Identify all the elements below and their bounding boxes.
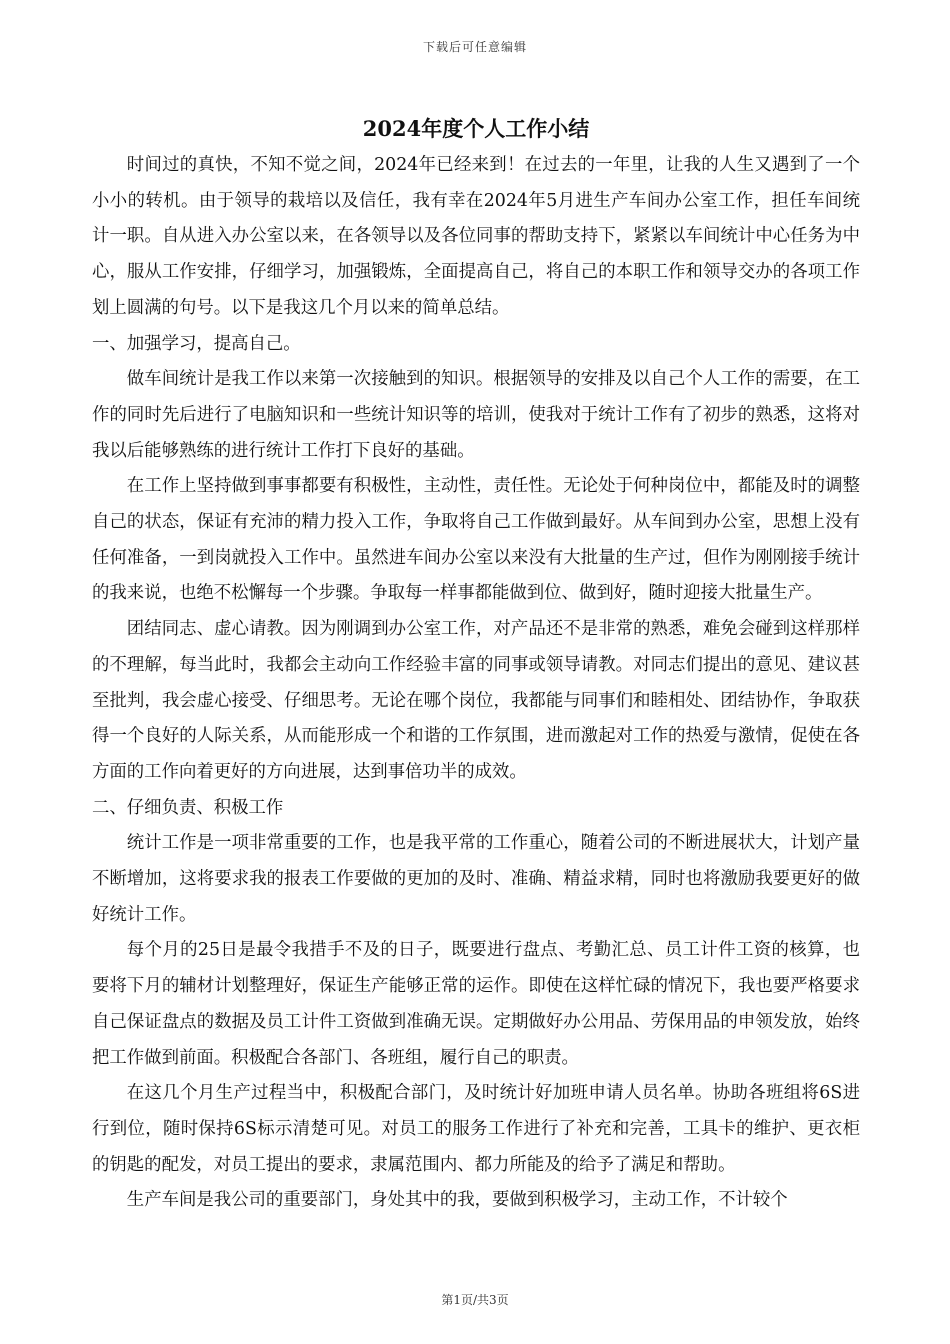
page-number: 第1页/共3页	[441, 1293, 509, 1307]
paragraph-initiative: 在工作上坚持做到事事都要有积极性，主动性，责任性。无论处于何种岗位中，都能及时的调整自己的状态，保证有充沛的精力投入工作，争取将自己工作做到最好。从车间到办公室，思想上没有任何准备，一到岗就投入工作中。虽然进车间办公室以来没有大批量的生产过，但作为刚刚接手统计的我来说，也绝不松懈每一个步骤。争取每一样事都能做到位、做到好，随时迎接大批量生产。	[92, 476, 860, 604]
paragraph-workshop: 生产车间是我公司的重要部门，身处其中的我，要做到积极学习，主动工作，不计较个	[126, 1190, 788, 1211]
section-heading-1: 一、加强学习，提高自己。	[92, 333, 301, 354]
paragraph-monthly: 每个月的25日是最令我措手不及的日子，既要进行盘点、考勤汇总、员工计件工资的核算，也要将下月的辅材计划整理好，保证生产能够正常的运作。即使在这样忙碌的情况下，我也要严格要求自己保证盘点的数据及员工计件工资做到准确无误。定期做好办公用品、劳保用品的申领发放，始终把工作做到前面。积极配合各部门、各班组，履行自己的职责。	[92, 940, 860, 1068]
page-header-note: 下载后可任意编辑	[422, 40, 527, 54]
paragraph-production: 在这几个月生产过程当中，积极配合部门，及时统计好加班申请人员名单。协助各班组将6S进行到位，随时保持6S标示清楚可见。对员工的服务工作进行了补充和完善，工具卡的维护、更衣柜的钥匙的配发，对员工提出的要求，隶属范围内、都力所能及的给予了满足和帮助。	[92, 1083, 860, 1175]
section-heading-2: 二、仔细负责、积极工作	[92, 797, 284, 818]
document-body	[92, 114, 860, 1219]
paragraph-learning: 做车间统计是我工作以来第一次接触到的知识。根据领导的安排及以自己个人工作的需要，在工作的同时先后进行了电脑知识和一些统计知识等的培训，使我对于统计工作有了初步的熟悉，这将对我以后能够熟练的进行统计工作打下良好的基础。	[92, 369, 860, 461]
paragraph-intro: 时间过的真快，不知不觉之间，2024年已经来到！在过去的一年里，让我的人生又遇到了一个小小的转机。由于领导的栽培以及信任，我有幸在2024年5月进生产车间办公室工作，担任车间统计一职。自从进入办公室以来，在各领导以及各位同事的帮助支持下，紧紧以车间统计中心任务为中心，服从工作安排，仔细学习，加强锻炼，全面提高自己，将自己的本职工作和领导交办的各项工作划上圆满的句号。以下是我这几个月以来的简单总结。	[92, 155, 860, 318]
paragraph-statistics: 统计工作是一项非常重要的工作，也是我平常的工作重心，随着公司的不断进展状大，计划产量不断增加，这将要求我的报表工作要做的更加的及时、准确、精益求精，同时也将激励我要更好的做好统计工作。	[92, 833, 860, 925]
paragraph-teamwork: 团结同志、虚心请教。因为刚调到办公室工作，对产品还不是非常的熟悉，难免会碰到这样那样的不理解，每当此时，我都会主动向工作经验丰富的同事或领导请教。对同志们提出的意见、建议甚至批判，我会虚心接受、仔细思考。无论在哪个岗位，我都能与同事们和睦相处、团结协作，争取获得一个良好的人际关系，从而能形成一个和谐的工作氛围，进而激起对工作的热爱与激情，促使在各方面的工作向着更好的方向进展，达到事倍功半的成效。	[92, 619, 860, 782]
document-title: 2024年度个人工作小结	[362, 116, 590, 141]
